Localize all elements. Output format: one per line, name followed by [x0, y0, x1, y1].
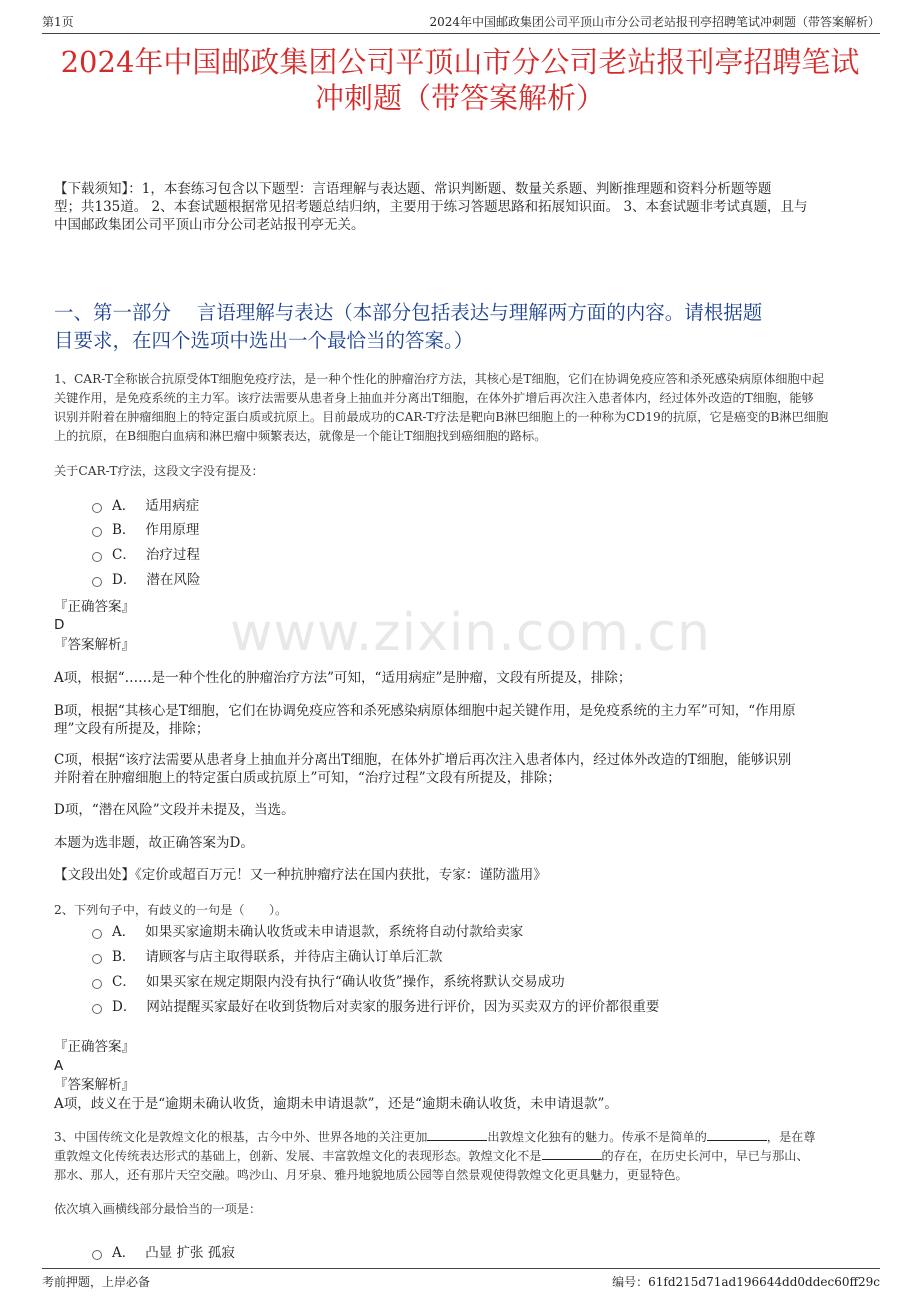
passage-line: [54, 1128, 868, 1147]
q2-option-c[interactable]: [92, 973, 565, 991]
q1-option-b[interactable]: [92, 521, 199, 539]
question-1-passage: [54, 370, 868, 446]
passage-text: ，是在尊: [766, 1130, 816, 1144]
radio-icon[interactable]: [92, 552, 102, 562]
radio-icon[interactable]: [92, 527, 102, 537]
option-letter: B．: [112, 522, 136, 538]
notice-line: 【下载须知】：1，本套练习包含以下题型：言语理解与表达题、常识判断题、数量关系题、判断推理题和资料分析题等题: [54, 181, 772, 197]
q2-option-d[interactable]: [92, 998, 659, 1016]
option-letter: C．: [112, 547, 136, 563]
option-text: 网站提醒买家最好在收到货物后对卖家的服务进行评价，因为买卖双方的评价都很重要: [146, 999, 660, 1015]
option-letter: D．: [112, 572, 137, 588]
q1-source: 【文段出处】《定价或超百万元！又一种抗肿瘤疗法在国内获批，专家：谨防滥用》: [54, 867, 547, 883]
q1-analysis-label: 『答案解析』: [54, 637, 135, 653]
section-line: 目要求，在四个选项中选出一个最恰当的答案。）: [54, 329, 474, 352]
section-heading: [54, 299, 868, 355]
option-text: 请顾客与店主取得联系，并待店主确认订单后汇款: [145, 949, 443, 965]
passage-text: 的存在，在历史长河中，早已与那山、: [601, 1149, 809, 1163]
q1-option-a[interactable]: [92, 497, 199, 515]
q2-analysis: A项，歧义在于是“逾期未确认收货，逾期未申请退款”，还是“逾期未确认收货，未申请退款”。: [54, 1096, 618, 1112]
q1-analysis-a: A项，根据“……是一种个性化的肿瘤治疗方法”可知，“适用病症”是肿瘤，文段有所提及，排除；: [54, 670, 632, 686]
q1-analysis-d: D项，“潜在风险”文段并未提及，当选。: [54, 802, 295, 818]
q3-option-a[interactable]: [92, 1244, 235, 1262]
option-letter: A．: [112, 498, 136, 514]
q2-answer-label: 『正确答案』: [54, 1039, 135, 1055]
notice-line: 中国邮政集团公司平顶山市分公司老站报刊亭无关。: [54, 217, 365, 233]
passage-line: 1、CAR-T全称嵌合抗原受体T细胞免疫疗法，是一种个性化的肿瘤治疗方法，其核心是T细胞，它们在协调免疫应答和杀死感染病原体细胞中起: [54, 372, 825, 386]
fill-blank: [542, 1147, 602, 1160]
option-text: 治疗过程: [145, 547, 200, 563]
radio-icon[interactable]: [92, 1004, 102, 1014]
passage-text: 重敦煌文化传统表达形式的基础上，创新、发展、丰富敦煌文化的表现形态。敦煌文化不是: [54, 1149, 542, 1163]
option-letter: D．: [112, 999, 137, 1015]
q2-answer: A: [54, 1058, 64, 1074]
analysis-line: C项，根据“该疗法需要从患者身上抽血并分离出T细胞，在体外扩增后再次注入患者体内，经过体外改造的T细胞，能够识别: [54, 752, 792, 768]
q1-option-d[interactable]: [92, 571, 200, 589]
option-text: 凸显 扩张 孤寂: [145, 1245, 235, 1261]
option-letter: A．: [112, 924, 136, 940]
option-text: 如果买家逾期未确认收货或未申请退款，系统将自动付款给卖家: [145, 924, 524, 940]
analysis-line: B项，根据“其核心是T细胞，它们在协调免疫应答和杀死感染病原体细胞中起关键作用，是免疫系统的主力军”可知，“作用原: [54, 703, 796, 719]
passage-text: 出敦煌文化独有的魅力。传承不是简单的: [487, 1130, 707, 1144]
analysis-line: 理”文段有所提及，排除；: [54, 721, 210, 737]
download-notice: [54, 180, 868, 234]
passage-line: 关键作用，是免疫系统的主力军。该疗法需要从患者身上抽血并分离出T细胞，在体外扩增后再次注入患者体内，经过体外改造的T细胞，能够: [54, 391, 814, 405]
passage-text: 3、中国传统文化是敦煌文化的根基，古今中外、世界各地的关注更加: [54, 1130, 428, 1144]
passage-line: 那水、那人，还有那片天空交融。鸣沙山、月牙泉、雅丹地貌地质公园等自然景观使得敦煌文化更具魅力，更显特色。: [54, 1168, 688, 1182]
q2-option-a[interactable]: [92, 923, 523, 941]
option-letter: A．: [112, 1245, 136, 1261]
q1-option-c[interactable]: [92, 546, 200, 564]
q1-conclusion: 本题为选非题，故正确答案为D。: [54, 835, 254, 851]
option-letter: C．: [112, 974, 136, 990]
page-footer: [42, 1268, 880, 1290]
document-title: [40, 44, 880, 116]
radio-icon[interactable]: [92, 929, 102, 939]
question-3-stem: 依次填入画横线部分最恰当的一项是：: [54, 1202, 262, 1216]
question-3-passage: [54, 1128, 868, 1185]
option-text: 潜在风险: [146, 572, 201, 588]
footer-slogan: 考前押题，上岸必备: [42, 1275, 151, 1289]
question-2-stem: 2、下列句子中，有歧义的一句是（ ）。: [54, 903, 288, 917]
radio-icon[interactable]: [92, 577, 102, 587]
radio-icon[interactable]: [92, 1250, 102, 1260]
q1-analysis-b: [54, 702, 868, 738]
passage-line: 识别并附着在肿瘤细胞上的特定蛋白质或抗原上。目前最成功的CAR-T疗法是靶向B淋巴细胞上的一种称为CD19的抗原，它是癌变的B淋巴细胞: [54, 410, 829, 424]
q1-answer: D: [54, 617, 65, 633]
q2-option-b[interactable]: [92, 948, 442, 966]
question-1-stem: 关于CAR-T疗法，这段文字没有提及：: [54, 464, 264, 478]
q1-answer-label: 『正确答案』: [54, 599, 135, 615]
option-text: 如果买家在规定期限内没有执行“确认收货”操作，系统将默认交易成功: [145, 974, 565, 990]
watermark: www.zixin.com.cn: [230, 603, 711, 663]
passage-line: [54, 1147, 868, 1166]
q2-analysis-label: 『答案解析』: [54, 1077, 135, 1093]
analysis-line: 并附着在肿瘤细胞上的特定蛋白质或抗原上”可知，“治疗过程”文段有所提及，排除；: [54, 770, 561, 786]
option-text: 适用病症: [145, 498, 200, 514]
title-line-1: 2024年中国邮政集团公司平顶山市分公司老站报刊亭招聘笔试: [60, 45, 860, 79]
page-header: [42, 10, 880, 34]
fill-blank: [427, 1128, 487, 1141]
title-line-2: 冲刺题（带答案解析）: [314, 81, 605, 115]
header-doc-title: 2024年中国邮政集团公司平顶山市分公司老站报刊亭招聘笔试冲刺题（带答案解析）: [429, 15, 880, 29]
radio-icon[interactable]: [92, 979, 102, 989]
section-line: 一、第一部分 言语理解与表达（本部分包括表达与理解两方面的内容。请根据题: [54, 301, 763, 324]
radio-icon[interactable]: [92, 503, 102, 513]
fill-blank: [707, 1128, 767, 1141]
option-text: 作用原理: [145, 522, 200, 538]
q1-analysis-c: [54, 751, 868, 787]
option-letter: B．: [112, 949, 136, 965]
footer-doc-id: 编号：61fd215d71ad196644dd0ddec60ff29c: [612, 1275, 880, 1289]
passage-line: 上的抗原，在B细胞白血病和淋巴瘤中频繁表达，就像是一个能让T细胞找到癌细胞的路标。: [54, 429, 547, 443]
page-number: 第1页: [42, 15, 74, 29]
notice-line: 型；共135道。 2、本套试题根据常见招考题总结归纳，主要用于练习答题思路和拓展知识面。 3、本套试题非考试真题，且与: [54, 199, 808, 215]
radio-icon[interactable]: [92, 954, 102, 964]
